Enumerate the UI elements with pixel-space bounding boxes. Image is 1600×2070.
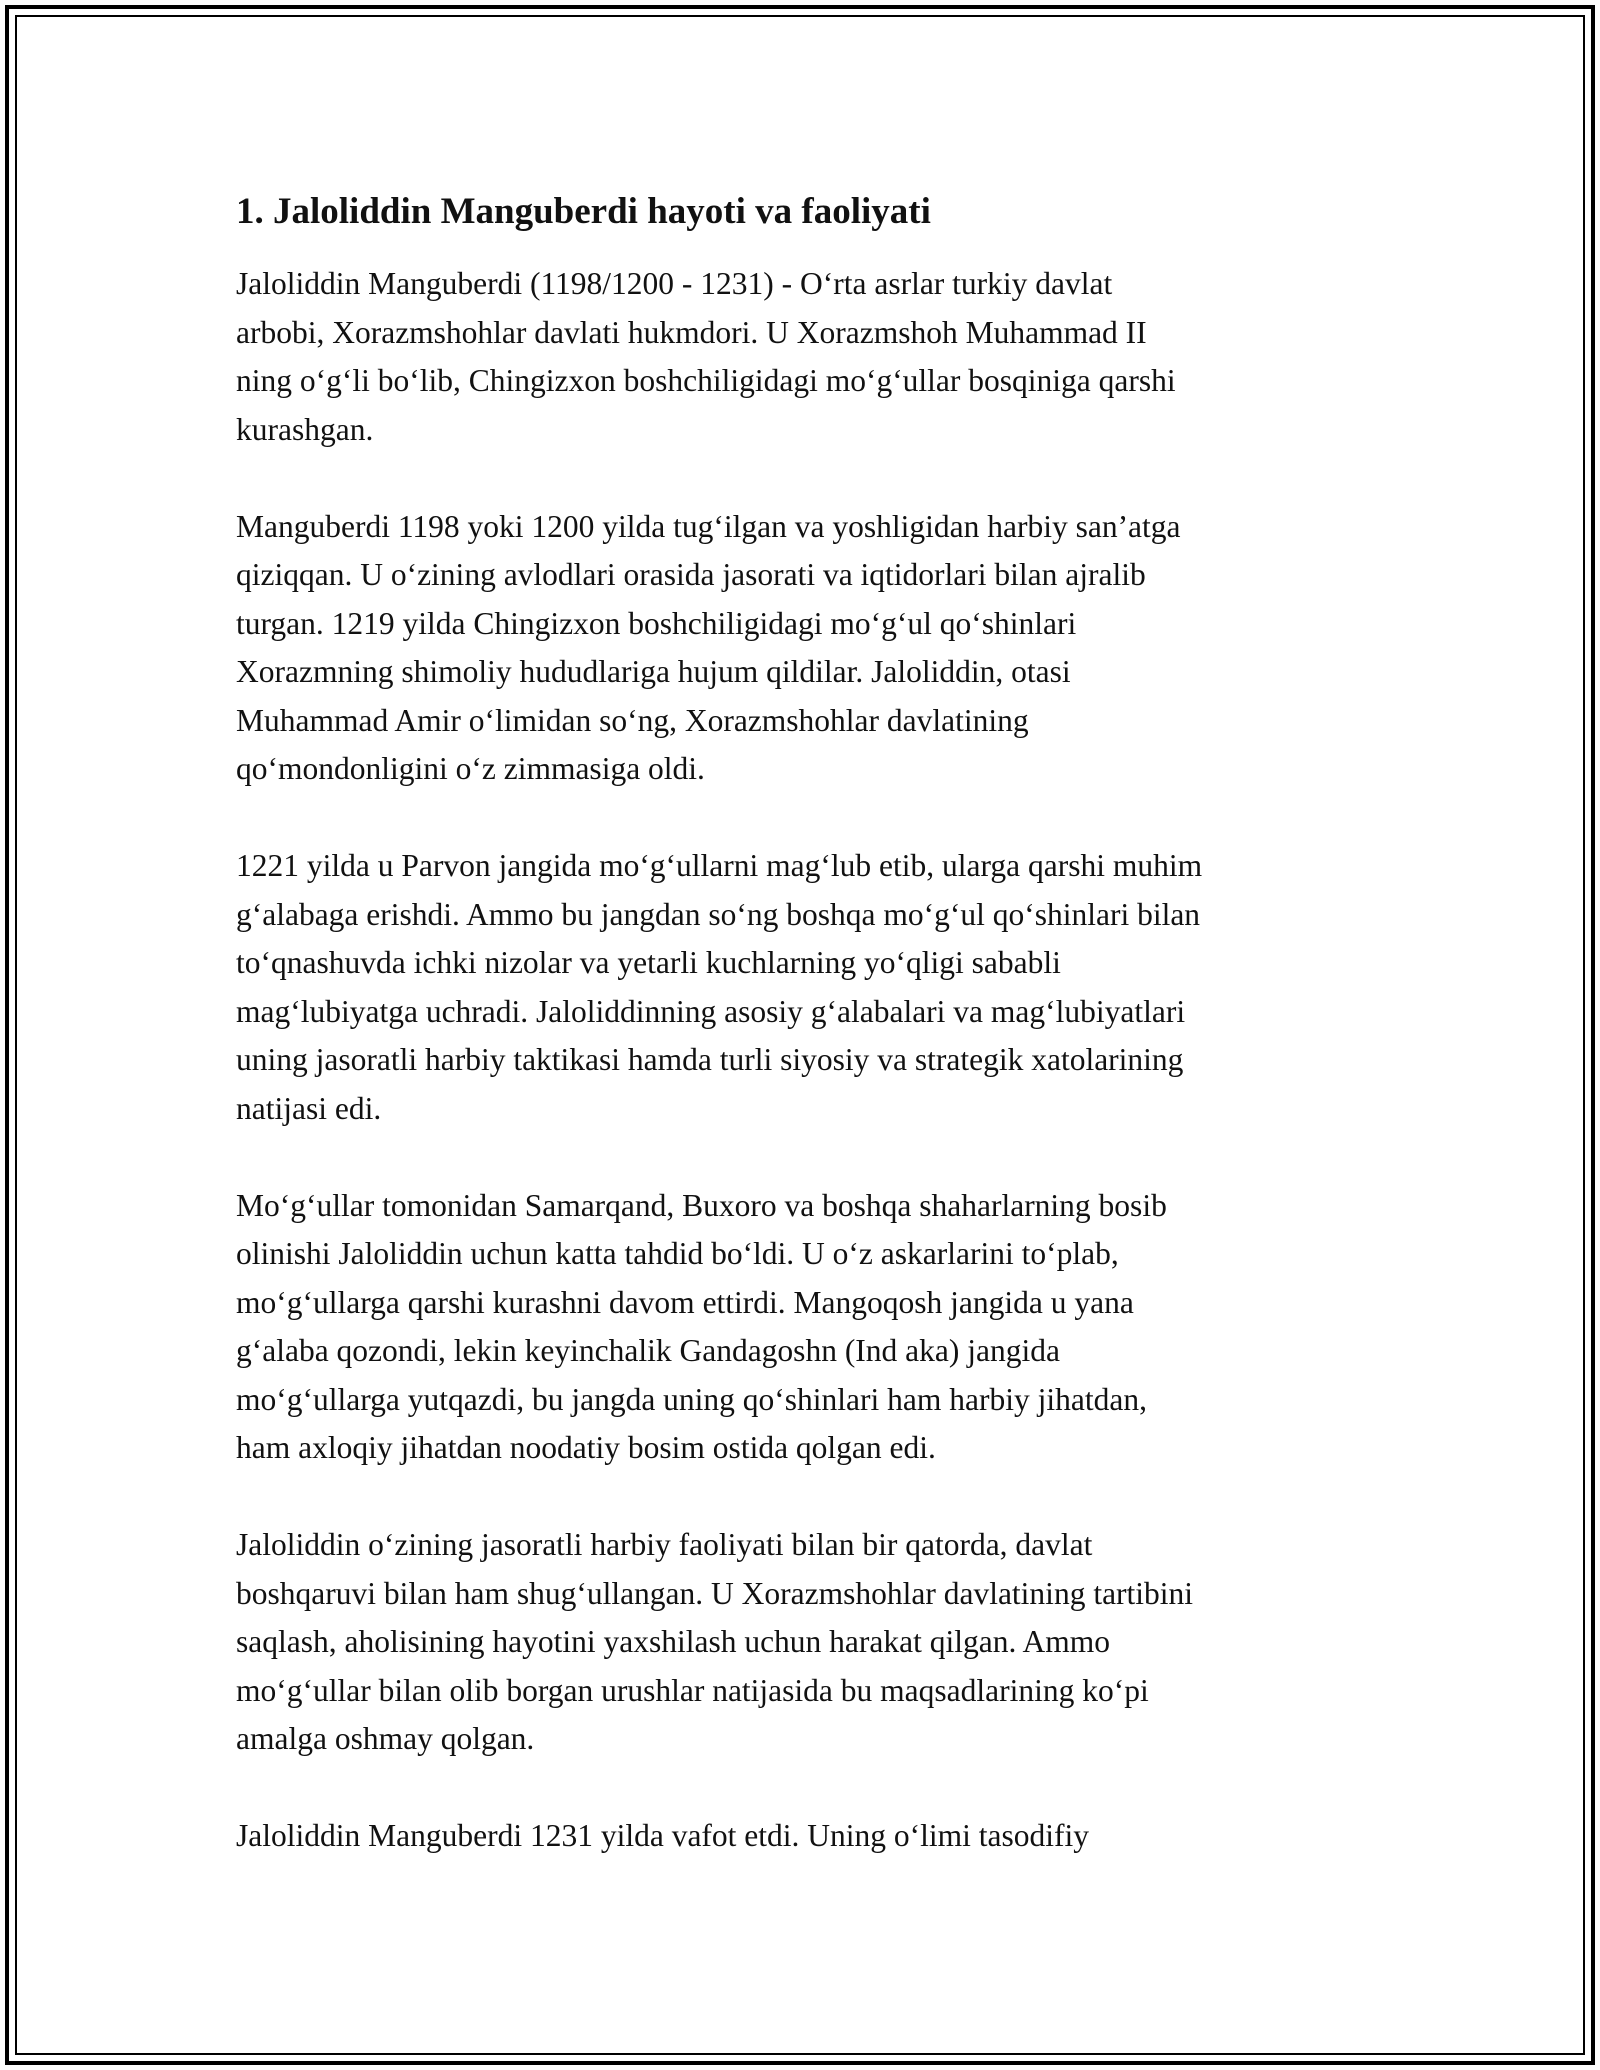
paragraph: [236, 842, 1366, 1133]
paragraph-line: Muhammad Amir o‘limidan so‘ng, Xorazmshohlar davlatining: [236, 702, 1029, 738]
paragraph-line: kurashgan.: [236, 411, 374, 447]
paragraph-line: Mo‘g‘ullar tomonidan Samarqand, Buxoro va boshqa shaharlarning bosib: [236, 1187, 1167, 1223]
paragraph-line: 1221 yilda u Parvon jangida mo‘g‘ullarni mag‘lub etib, ularga qarshi muhim: [236, 848, 1203, 883]
section-heading: 1. Jaloliddin Manguberdi hayoti va faoliyati: [236, 191, 931, 232]
paragraph-line: Jaloliddin o‘zining jasoratli harbiy faoliyati bilan bir qatorda, davlat: [236, 1527, 1093, 1562]
paragraph-line: Jaloliddin Manguberdi 1231 yilda vafot etdi. Uning o‘limi tasodifiy: [236, 1818, 1090, 1853]
paragraph: [236, 503, 1366, 794]
paragraph: [236, 1182, 1366, 1473]
paragraph-line: Jaloliddin Manguberdi (1198/1200 - 1231) - O‘rta asrlar turkiy davlat: [236, 266, 1113, 301]
paragraph-line: g‘alaba qozondi, lekin keyinchalik Gandagoshn (Ind aka) jangida: [236, 1333, 1060, 1368]
paragraph-line: Manguberdi 1198 yoki 1200 yilda tug‘ilgan va yoshligidan harbiy san’atga: [236, 508, 1181, 544]
paragraph-line: amalga oshmay qolgan.: [236, 1721, 535, 1756]
paragraph-line: arbobi, Xorazmshohlar davlati hukmdori. U Xorazmshoh Muhammad II: [236, 314, 1147, 350]
paragraph-line: qo‘mondonligini o‘z zimmasiga oldi.: [236, 751, 705, 786]
paragraph-line: g‘alabaga erishdi. Ammo bu jangdan so‘ng boshqa mo‘g‘ul qo‘shinlari bilan: [236, 896, 1201, 932]
paragraph-line: saqlash, aholisining hayotini yaxshilash uchun harakat qilgan. Ammo: [236, 1624, 1110, 1659]
paragraph-line: ning o‘g‘li bo‘lib, Chingizxon boshchiligidagi mo‘g‘ullar bosqiniga qarshi: [236, 363, 1176, 398]
paragraph-line: qiziqqan. U o‘zining avlodlari orasida jasorati va iqtidorlari bilan ajralib: [236, 557, 1146, 592]
document-body: [236, 188, 1366, 1909]
paragraph: [236, 1521, 1366, 1764]
paragraph: [236, 1812, 1366, 1861]
paragraph-line: Xorazmning shimoliy hududlariga hujum qildilar. Jaloliddin, otasi: [236, 654, 1071, 689]
paragraph-line: boshqaruvi bilan ham shug‘ullangan. U Xorazmshohlar davlatining tartibini: [236, 1575, 1194, 1611]
paragraph: [236, 260, 1366, 454]
paragraph-line: mo‘g‘ullarga qarshi kurashni davom ettirdi. Mangoqosh jangida u yana: [236, 1284, 1134, 1320]
paragraph-line: mag‘lubiyatga uchradi. Jaloliddinning asosiy g‘alabalari va mag‘lubiyatlari: [236, 993, 1186, 1029]
paragraph-line: ham axloqiy jihatdan noodatiy bosim ostida qolgan edi.: [236, 1430, 936, 1465]
paragraph-line: olinishi Jaloliddin uchun katta tahdid bo‘ldi. U o‘z askarlarini to‘plab,: [236, 1236, 1119, 1271]
paragraph-line: mo‘g‘ullar bilan olib borgan urushlar natijasida bu maqsadlarining ko‘pi: [236, 1672, 1149, 1708]
paragraph-line: to‘qnashuvda ichki nizolar va yetarli kuchlarning yo‘qligi sababli: [236, 945, 1061, 980]
paragraph-list: [236, 260, 1366, 1861]
paragraph-line: natijasi edi.: [236, 1090, 382, 1126]
paragraph-line: turgan. 1219 yilda Chingizxon boshchiligidagi mo‘g‘ul qo‘shinlari: [236, 605, 1077, 641]
paragraph-line: mo‘g‘ullarga yutqazdi, bu jangda uning qo‘shinlari ham harbiy jihatdan,: [236, 1381, 1147, 1417]
paragraph-line: uning jasoratli harbiy taktikasi hamda turli siyosiy va strategik xatolarining: [236, 1042, 1184, 1077]
